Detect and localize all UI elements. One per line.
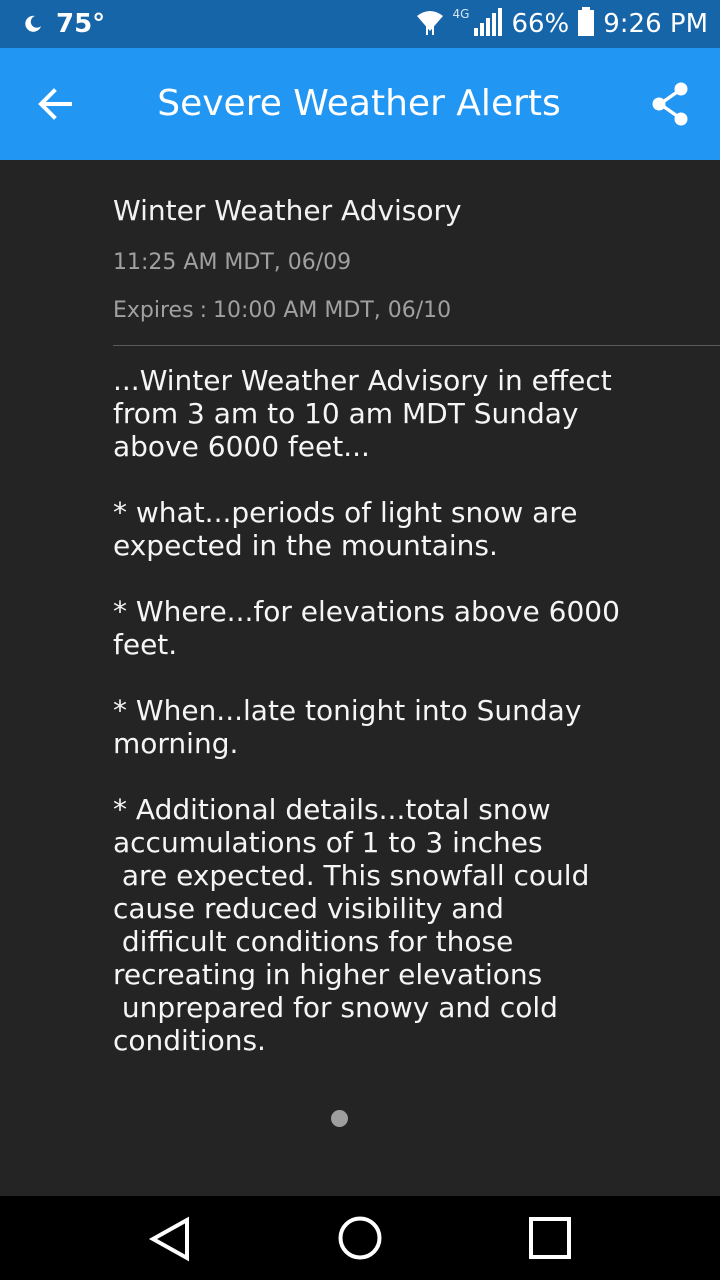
crescent-moon-icon xyxy=(24,15,42,33)
clock: 9:26 PM xyxy=(603,9,708,39)
network-type-label: 4G xyxy=(452,7,470,21)
nav-recents-square-icon xyxy=(528,1216,572,1260)
expires-value: 10:00 AM MDT, 06/10 xyxy=(212,298,452,323)
expires-label: Expires xyxy=(113,298,194,323)
status-bar-left xyxy=(24,0,105,48)
share-icon xyxy=(648,82,696,126)
page-indicator-dot xyxy=(331,1110,348,1127)
nav-recents-button[interactable] xyxy=(528,1216,572,1260)
system-nav-bar xyxy=(0,1196,720,1280)
alert-body-paragraph: * Additional details...total snow accumulations of 1 to 3 inches are expected. This snowfall could cause reduced visibility and difficult conditions for those recreating in higher elevations unprepared for snowy and cold conditions. xyxy=(113,793,590,1057)
wifi-icon xyxy=(415,7,445,41)
alert-body-paragraph: * Where...for elevations above 6000 feet. xyxy=(113,595,620,661)
nav-home-button[interactable] xyxy=(336,1214,384,1262)
signal-bars-icon xyxy=(473,8,503,40)
alert-detail[interactable] xyxy=(0,160,720,1102)
status-bar-right xyxy=(415,0,709,48)
alert-expires xyxy=(113,298,451,323)
app-bar xyxy=(0,48,720,160)
divider xyxy=(113,345,720,346)
nav-back-triangle-icon xyxy=(145,1214,195,1264)
nav-home-circle-icon xyxy=(336,1214,384,1262)
temperature-readout: 75° xyxy=(56,9,106,39)
alert-body-paragraph: ...Winter Weather Advisory in effect from 3 am to 10 am MDT Sunday above 6000 feet... xyxy=(113,364,612,463)
share-button[interactable] xyxy=(648,82,696,126)
status-bar xyxy=(0,0,720,48)
alert-title: Winter Weather Advisory xyxy=(113,194,462,227)
back-button[interactable] xyxy=(34,82,78,126)
nav-back-button[interactable] xyxy=(145,1214,195,1264)
alert-body xyxy=(113,364,703,1090)
alert-body-paragraph: * what...periods of light snow are expected in the mountains. xyxy=(113,496,578,562)
battery-percent: 66% xyxy=(511,9,570,39)
alert-body-paragraph: * When...late tonight into Sunday morning. xyxy=(113,694,582,760)
alert-issued-time: 11:25 AM MDT, 06/09 xyxy=(113,250,352,275)
expires-separator: : xyxy=(199,298,207,323)
arrow-left-icon xyxy=(34,82,78,126)
battery-icon xyxy=(577,7,595,41)
page-title: Severe Weather Alerts xyxy=(157,83,561,124)
